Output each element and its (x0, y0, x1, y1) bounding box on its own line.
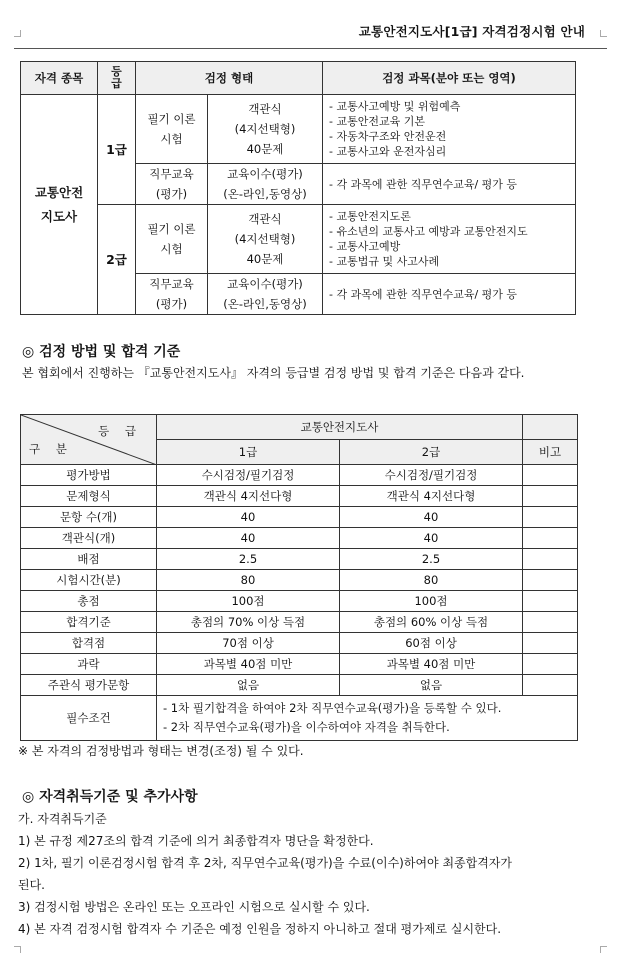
row-remarks (523, 507, 578, 528)
group-header: 교통안전지도사 (157, 415, 523, 440)
row-grade2-value: 100점 (340, 591, 523, 612)
table-row (21, 675, 578, 696)
row-grade2-value: 수시검정/필기검정 (340, 465, 523, 486)
row-label: 주관식 평가문항 (21, 675, 157, 696)
condition-line: - 1차 필기합격을 하여야 2차 직무연수교육(평가)을 등록할 수 있다. (163, 701, 502, 715)
header-qualification: 자격 종목 (21, 62, 98, 95)
condition-line: - 2차 직무연수교육(평가)을 이수하여야 자격을 취득한다. (163, 720, 450, 734)
section-title-method: ◎ 검정 방법 및 합격 기준 (22, 344, 181, 360)
section-method-paragraph: 본 협회에서 진행하는 『교통안전지도사』 자격의 등급별 검정 방법 및 합격 기준은 다음과 같다. (22, 366, 525, 380)
subject-line: - 교통안전교육 기본 (329, 115, 425, 128)
table-row (21, 591, 578, 612)
criteria-rows (21, 465, 578, 741)
grade2-written-subjects (323, 205, 576, 274)
grade2-written-form-line: 객관식 (248, 212, 282, 226)
required-label: 필수조건 (21, 696, 157, 741)
page-header-title: 교통안전지도사[1급] 자격검정시험 안내 (358, 24, 585, 39)
grade2-job-type (136, 274, 208, 315)
change-note: ※ 본 자격의 검정방법과 형태는 변경(조정) 될 수 있다. (18, 744, 304, 758)
row-label: 문항 수(개) (21, 507, 157, 528)
row-grade1-value: 70점 이상 (157, 633, 340, 654)
row-remarks (523, 591, 578, 612)
row-remarks (523, 654, 578, 675)
table-row (21, 570, 578, 591)
col-header-grade2: 2급 (340, 440, 523, 465)
header-exam-subjects: 검정 과목(분야 또는 영역) (323, 62, 576, 95)
grade1-job-form-line: 교육이수(평가) (227, 167, 303, 181)
header-grade (98, 62, 136, 95)
subject-line: - 유소년의 교통사고 예방과 교통안전지도 (329, 225, 528, 238)
grade1-label: 1급 (98, 95, 136, 205)
row-remarks (523, 465, 578, 486)
header-divider (14, 48, 607, 49)
row-label: 배점 (21, 549, 157, 570)
row-grade2-value: 40 (340, 528, 523, 549)
row-remarks (523, 486, 578, 507)
row-grade1-value: 40 (157, 528, 340, 549)
row-remarks (523, 633, 578, 654)
row-label: 객관식(개) (21, 528, 157, 549)
grade1-written-form-line: (4지선택형) (234, 122, 296, 136)
grade1-written-type (136, 95, 208, 164)
row-grade2-value: 80 (340, 570, 523, 591)
corner-grade-label: 등 급 (98, 424, 142, 438)
section-title-criteria: ◎ 자격취득기준 및 추가사항 (22, 789, 198, 805)
table-row (21, 549, 578, 570)
row-grade2-value: 객관식 4지선다형 (340, 486, 523, 507)
row-label: 시험시간(분) (21, 570, 157, 591)
row-grade1-value: 80 (157, 570, 340, 591)
qualification-name (21, 95, 98, 315)
grade1-job-type-line: 직무교육 (149, 167, 194, 181)
subject-line: - 교통사고와 운전자심리 (329, 145, 447, 158)
subject-line: - 교통사고예방 및 위험예측 (329, 100, 461, 113)
row-remarks (523, 549, 578, 570)
row-remarks (523, 612, 578, 633)
corner-mark-top-left (14, 30, 21, 37)
grade1-job-type-line: (평가) (155, 187, 188, 201)
grade2-job-type-line: (평가) (155, 297, 188, 311)
row-label: 합격점 (21, 633, 157, 654)
grade2-job-subjects: - 각 과목에 관한 직무연수교육/ 평가 등 (323, 274, 576, 315)
subject-line: - 자동차구조와 안전운전 (329, 130, 447, 143)
criteria-item-3: 3) 검정시험 방법은 온라인 또는 오프라인 시험으로 실시할 수 있다. (18, 900, 370, 914)
col-header-grade1: 1급 (157, 440, 340, 465)
criteria-subheading: 가. 자격취득기준 (18, 812, 107, 826)
table-row (21, 528, 578, 549)
corner-mark-top-right (600, 30, 607, 37)
table-row (21, 612, 578, 633)
grade1-job-form (208, 164, 323, 205)
row-grade2-value: 40 (340, 507, 523, 528)
row-grade2-value: 과목별 40점 미만 (340, 654, 523, 675)
row-grade1-value: 객관식 4지선다형 (157, 486, 340, 507)
corner-mark-bottom-right (600, 946, 607, 953)
grade2-written-type-text: 필기 이론시험 (147, 222, 196, 256)
table-row (21, 465, 578, 486)
table-corner-cell (21, 415, 157, 465)
grade2-written-form (208, 205, 323, 274)
subject-line: - 교통안전지도론 (329, 210, 411, 223)
grade1-written-form (208, 95, 323, 164)
subject-line: - 교통사고예방 (329, 240, 401, 253)
table-row-required (21, 696, 578, 741)
grade2-label: 2급 (98, 205, 136, 315)
corner-mark-bottom-left (14, 946, 21, 953)
row-grade2-value: 없음 (340, 675, 523, 696)
row-grade1-value: 100점 (157, 591, 340, 612)
row-label: 합격기준 (21, 612, 157, 633)
header-grade-text: 등급 (111, 65, 122, 90)
row-remarks (523, 675, 578, 696)
col-header-remarks: 비고 (523, 440, 578, 465)
row-grade1-value: 40 (157, 507, 340, 528)
row-grade1-value: 없음 (157, 675, 340, 696)
header-exam-form: 검정 형태 (136, 62, 323, 95)
criteria-item-4: 4) 본 자격 검정시험 합격자 수 기준은 예정 인원을 정하지 아니하고 절대 평가제로 실시한다. (18, 922, 502, 936)
row-grade2-value: 60점 이상 (340, 633, 523, 654)
row-grade2-value: 2.5 (340, 549, 523, 570)
corner-category-label: 구 분 (29, 442, 73, 456)
grade1-written-form-line: 객관식 (248, 102, 282, 116)
criteria-item-2-cont: 된다. (18, 878, 45, 892)
grade1-written-type-text: 필기 이론시험 (147, 112, 196, 146)
grade2-written-form-line: (4지선택형) (234, 232, 296, 246)
row-label: 총점 (21, 591, 157, 612)
table-row (21, 486, 578, 507)
grade2-written-type (136, 205, 208, 274)
grade2-written-form-line: 40문제 (246, 252, 284, 266)
row-grade2-value: 총점의 60% 이상 득점 (340, 612, 523, 633)
row-remarks (523, 570, 578, 591)
grade2-job-form-line: 교육이수(평가) (227, 277, 303, 291)
row-grade1-value: 수시검정/필기검정 (157, 465, 340, 486)
grade2-job-type-line: 직무교육 (149, 277, 194, 291)
table-row (21, 654, 578, 675)
grade1-written-subjects (323, 95, 576, 164)
header-empty (523, 415, 578, 440)
pass-criteria-table (20, 414, 578, 741)
row-grade1-value: 2.5 (157, 549, 340, 570)
table-row (21, 507, 578, 528)
grade1-written-form-line: 40문제 (246, 142, 284, 156)
row-grade1-value: 총점의 70% 이상 득점 (157, 612, 340, 633)
criteria-item-1: 1) 본 규정 제27조의 합격 기준에 의거 최종합격자 명단을 확정한다. (18, 834, 374, 848)
grade1-job-subjects: - 각 과목에 관한 직무연수교육/ 평가 등 (323, 164, 576, 205)
exam-format-table (20, 61, 576, 315)
required-conditions (157, 696, 578, 741)
row-label: 평가방법 (21, 465, 157, 486)
row-remarks (523, 528, 578, 549)
row-grade1-value: 과목별 40점 미만 (157, 654, 340, 675)
qualification-name-text: 교통안전 지도사 (34, 184, 84, 224)
subject-line: - 교통법규 및 사고사례 (329, 255, 440, 268)
criteria-item-2: 2) 1차, 필기 이론검정시험 합격 후 2차, 직무연수교육(평가)을 수료(이수)하여야 최종합격자가 (18, 856, 512, 870)
row-label: 문제형식 (21, 486, 157, 507)
grade1-job-type (136, 164, 208, 205)
grade2-job-form (208, 274, 323, 315)
grade2-job-form-line: (온-라인,동영상) (223, 297, 307, 311)
table-row (21, 633, 578, 654)
row-label: 과락 (21, 654, 157, 675)
grade1-job-form-line: (온-라인,동영상) (223, 187, 307, 201)
